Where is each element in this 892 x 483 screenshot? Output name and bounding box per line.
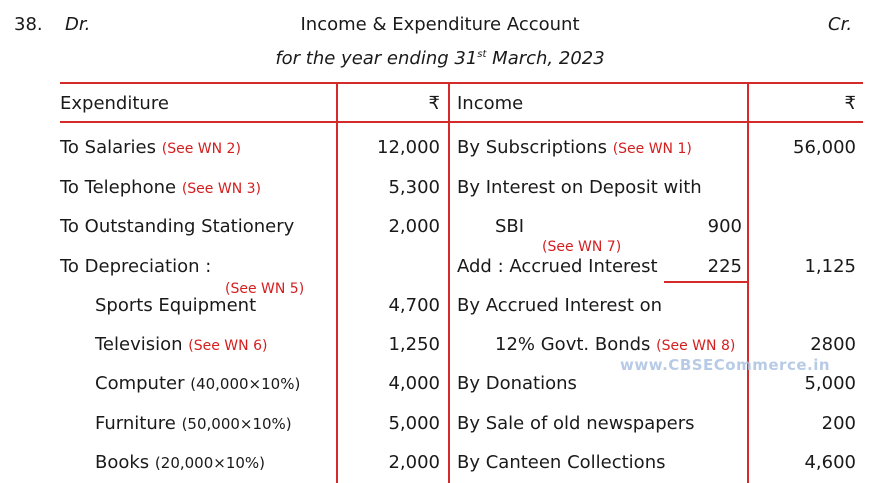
- income-header: Income: [457, 93, 524, 114]
- expenditure-amount: 4,000: [388, 373, 440, 394]
- income-amount: 56,000: [793, 137, 856, 158]
- expenditure-amount: 1,250: [388, 334, 440, 355]
- income-amount: 5,000: [804, 373, 856, 394]
- income-inner-amount: 900: [707, 216, 742, 237]
- account-subtitle: for the year ending 31st March, 2023: [275, 48, 605, 69]
- calculation: (40,000×10%): [190, 375, 301, 393]
- income-inner-amount: 225: [707, 256, 742, 277]
- income-item: By Interest on Deposit with: [457, 177, 702, 198]
- income-item: Add : Accrued Interest: [457, 256, 658, 277]
- expenditure-item: To Telephone (See WN 3): [60, 177, 261, 198]
- question-number: 38.: [14, 14, 43, 35]
- expenditure-item: Books (20,000×10%): [95, 452, 266, 473]
- expenditure-item: To Salaries (See WN 2): [60, 137, 241, 158]
- expenditure-item: Computer (40,000×10%): [95, 373, 301, 394]
- column-divider: [747, 82, 749, 483]
- working-note: (See WN 8): [656, 338, 736, 354]
- income-amount: 2800: [810, 334, 856, 355]
- working-note: (See WN 7): [542, 239, 622, 255]
- expenditure-amount: 5,300: [388, 177, 440, 198]
- income-item: By Sale of old newspapers: [457, 413, 695, 434]
- account-title: Income & Expenditure Account: [300, 14, 580, 35]
- income-item: By Canteen Collections: [457, 452, 666, 473]
- subtotal-rule: [664, 281, 748, 283]
- expenditure-amount: 2,000: [388, 452, 440, 473]
- expenditure-item: Television (See WN 6): [95, 334, 268, 355]
- income-amount: 4,600: [804, 452, 856, 473]
- rupee-header: ₹: [428, 93, 440, 114]
- table-header-rule: [60, 121, 863, 123]
- expenditure-amount: 4,700: [388, 295, 440, 316]
- watermark: www.CBSECommerce.in: [620, 356, 831, 374]
- working-note: (See WN 3): [181, 181, 261, 197]
- rupee-header: ₹: [844, 93, 856, 114]
- income-amount: 1,125: [804, 256, 856, 277]
- working-note: (See WN 6): [188, 338, 268, 354]
- expenditure-amount: 12,000: [377, 137, 440, 158]
- income-item: 12% Govt. Bonds (See WN 8): [495, 334, 736, 355]
- expenditure-item: Furniture (50,000×10%): [95, 413, 292, 434]
- calculation: (50,000×10%): [181, 415, 292, 433]
- debit-label: Dr.: [65, 14, 91, 35]
- expenditure-header: Expenditure: [60, 93, 169, 114]
- expenditure-amount: 5,000: [388, 413, 440, 434]
- income-amount: 200: [821, 413, 856, 434]
- calculation: (20,000×10%): [154, 454, 266, 472]
- income-item: SBI: [495, 216, 525, 237]
- expenditure-item: To Outstanding Stationery: [60, 216, 295, 237]
- table-top-rule: [60, 82, 863, 84]
- income-item: By Subscriptions (See WN 1): [457, 137, 692, 158]
- income-item: By Accrued Interest on: [457, 295, 663, 316]
- expenditure-item: Sports Equipment: [95, 295, 257, 316]
- expenditure-amount: 2,000: [388, 216, 440, 237]
- expenditure-item: To Depreciation :: [60, 256, 212, 277]
- working-note: (See WN 5): [225, 281, 305, 297]
- working-note: (See WN 1): [612, 141, 692, 157]
- income-item: By Donations: [457, 373, 577, 394]
- column-divider: [448, 82, 450, 483]
- working-note: (See WN 2): [161, 141, 241, 157]
- credit-label: Cr.: [828, 14, 853, 35]
